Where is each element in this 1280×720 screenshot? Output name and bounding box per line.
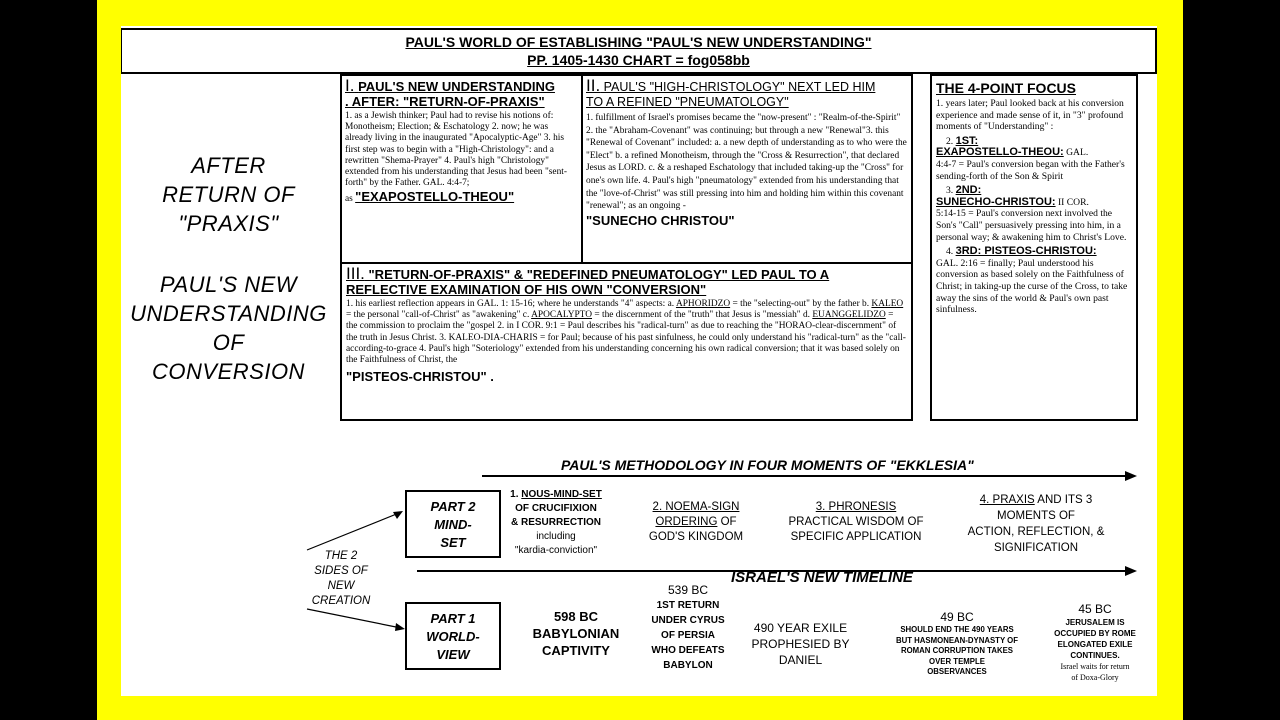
left-title-line: UNDERSTANDING [130, 301, 327, 326]
event-date: 49 BC [940, 610, 974, 624]
chart-subtitle: PP. 1405-1430 CHART = fog058bb [527, 52, 750, 68]
section-2-closing: "SUNECHO CHRISTOU" [586, 212, 735, 228]
two-sides-arrow-down-head [395, 623, 405, 631]
methodology-moment-3 [771, 500, 941, 545]
left-title-line: CONVERSION [152, 359, 305, 384]
moment-1-line: "kardia-conviction" [514, 545, 598, 556]
event-line: BABYLON [663, 660, 713, 671]
section-3-heading-b: REFLECTIVE EXAMINATION OF HIS OWN "CONVERSION" [346, 282, 707, 297]
methodology-title: PAUL'S METHODOLOGY IN FOUR MOMENTS OF "EKKLESIA" [561, 457, 974, 473]
focus-point-3-detail: GAL. 2:16 = finally; Paul understood his conversion as based solely on the Faithfulness of Christ; in taking-up the curse of the Cross, to take away the sins of the world & Paul's own past sinfulness. [936, 257, 1128, 316]
methodology-moment-1 [501, 488, 611, 558]
event-line: Israel waits for return [1060, 662, 1130, 671]
four-point-intro: 1. years later; Paul looked back at his conversion experience and made sense of it, in "3" profound moments of "Understanding" : [936, 98, 1124, 133]
event-line: OVER TEMPLE [929, 656, 985, 666]
event-line: of Doxa-Glory [1071, 673, 1119, 682]
timeline-event-49bc [887, 610, 1027, 678]
timeline-arrow-head [1125, 566, 1137, 576]
moment-4-line: ACTION, REFLECTION, & [967, 526, 1105, 538]
moment-3-line: SPECIFIC APPLICATION [790, 531, 922, 543]
event-line: WHO DEFEATS [651, 645, 725, 656]
part-1-label: PART 1 [430, 611, 476, 626]
event-line: PROPHESIED BY [751, 637, 850, 651]
focus-point-3: 4. 3RD: PISTEOS-CHRISTOU: [946, 245, 1097, 258]
timeline-title: ISRAEL'S NEW TIMELINE [731, 569, 913, 586]
event-line: ROMAN CORRUPTION TAKES [900, 646, 1014, 655]
section-2-body: 1. fulfillment of Israel's promises became the "now-present" : "Realm-of-the-Spirit" 2. the "Abraham-Covenant" was continuing; but through a new "Renewal"3. this "Renewal of Covenant" included: a. a new depth of understanding as to who were the "Elect" b. a refined Monotheism, through the "Cross & Resurrection", that declared Jesus as LORD. c. & a reshaped Eschatology that included taking-up the "Cross" for one's own life. 4. Paul's high "pneumatology" extended from his understanding that the "love-of-Christ" was still pressing into him and holding him within this covenant "renewal"; as an ongoing - [586, 113, 907, 212]
section-1-heading-b: . AFTER: "RETURN-OF-PRAXIS" [345, 94, 545, 109]
two-sides-arrow-up [307, 513, 399, 550]
two-sides-line: NEW [327, 580, 355, 592]
event-line: DANIEL [778, 653, 823, 667]
part-1-label: VIEW [436, 647, 470, 662]
moment-4-line: MOMENTS OF [997, 510, 1075, 522]
part-1-worldview-box [405, 602, 501, 670]
event-line: OBSERVANCES [927, 667, 987, 676]
focus-point-1: 2. 1ST: [946, 134, 979, 147]
methodology-moment-4 [951, 492, 1121, 556]
timeline-event-598bc [511, 608, 641, 659]
focus-point-1-detail: EXAPOSTELLO-THEOU: GAL. 4:4-7 = Paul's conversion began with the Father's sending-forth of the Son & Spirit [936, 146, 1125, 182]
event-line: CAPTIVITY [542, 643, 610, 658]
chart-title: PAUL'S WORLD OF ESTABLISHING "PAUL'S NEW UNDERSTANDING" [405, 34, 872, 50]
moment-4-label: 4. PRAXIS AND ITS 3 [979, 494, 1093, 506]
moment-1-line: including [536, 531, 576, 542]
moment-2-label: 2. NOEMA-SIGN [652, 501, 740, 513]
left-title-line: RETURN OF [162, 182, 295, 207]
two-sides-line: THE 2 [324, 550, 358, 562]
event-date: 539 BC [667, 583, 709, 597]
two-sides-line: CREATION [311, 595, 371, 607]
event-line: OCCUPIED BY ROME [1054, 629, 1136, 638]
event-line: SHOULD END THE 490 YEARS [900, 625, 1014, 634]
methodology-arrow-head [1125, 471, 1137, 481]
two-sides-label [291, 549, 391, 609]
left-title-line: OF [212, 330, 245, 355]
two-sides-line: SIDES OF [314, 565, 368, 577]
event-line: OF PERSIA [661, 630, 715, 641]
part-1-label: WORLD- [426, 629, 480, 644]
timeline-event-539bc [633, 583, 743, 673]
moment-3-label: 3. PHRONESIS [815, 501, 897, 513]
section-3-heading: III. "RETURN-OF-PRAXIS" & "REDEFINED PNEUMATOLOGY" LED PAUL TO A [346, 264, 830, 283]
four-point-focus-heading: THE 4-POINT FOCUS [936, 80, 1077, 96]
part-2-label: SET [440, 535, 466, 550]
section-3-closing: "PISTEOS-CHRISTOU" . [346, 369, 494, 385]
moment-2-line: GOD'S KINGDOM [648, 531, 744, 543]
section-2-heading-b: TO A REFINED "PNEUMATOLOGY" [586, 95, 789, 109]
event-line: JERUSALEM IS [1065, 618, 1125, 627]
event-line: CONTINUES. [1070, 651, 1120, 660]
moment-3-line: PRACTICAL WISDOM OF [788, 516, 924, 528]
focus-point-2: 3. 2ND: [946, 184, 982, 197]
left-title-line: PAUL'S NEW [159, 272, 298, 297]
event-line: BUT HASMONEAN-DYNASTY OF [895, 635, 1018, 645]
moment-1-line: OF CRUCIFIXION [515, 503, 597, 514]
event-line: 1ST RETURN [656, 600, 720, 611]
section-1-heading: I. PAUL'S NEW UNDERSTANDING [345, 76, 555, 95]
moment-2-line: ORDERING OF [655, 516, 737, 528]
section-2-heading: II. PAUL'S "HIGH-CHRISTOLOGY" NEXT LED HIM [586, 76, 876, 95]
chart-page [121, 26, 1157, 696]
methodology-moment-2 [631, 500, 761, 545]
event-date: 45 BC [1078, 602, 1112, 616]
moment-4-line: SIGNIFICATION [993, 542, 1079, 554]
section-1-body: 1. as a Jewish thinker; Paul had to revise his notions of: Monotheism; Election; & Eschatology 2. now; he was already living in the inaugurated "Apocalyptic-Age" 3. his first step was to begin with a "High-Christology": and a rewritten "Shema-Prayer" 4. Paul's high "Christology" extended from his understanding that Jesus had been "sent-forth" by the Father. GAL. 4:4-7; [345, 111, 568, 189]
two-sides-arrow-down [307, 609, 401, 628]
event-line: UNDER CYRUS [651, 615, 725, 626]
event-date: 598 BC [553, 609, 599, 624]
focus-point-2-detail: SUNECHO-CHRISTOU: II COR. 5:14-15 = Paul's conversion next involved the Son's "Call" persuasively pressing into him, in a personal way; & awakening him to Christ's Love. [936, 195, 1127, 243]
timeline-event-45bc [1039, 602, 1151, 683]
moment-1-label: 1. NOUS-MIND-SET [510, 489, 602, 500]
moment-1-line: & RESURRECTION [510, 517, 601, 528]
left-title-line: AFTER [191, 153, 266, 178]
section-1-closing: as "EXAPOSTELLO-THEOU" [345, 189, 515, 205]
section-3-body: 1. his earliest reflection appears in GAL. 1: 15-16; where he understands "4" aspects: a. APHORIDZO = the "selecting-out" by the father b. KALEO = the personal "call-of-Christ" as "awakening" c. APOCALYPTO = the discernment of the "truth" that Jesus is "messiah" d. EUANGGELIDZO = the commission to proclaim the "gospel 2. in I COR. 9:1 = Paul describes his "radical-turn" as due to reaching the "HORAO-clear-discernment" of the truth in Jesus Christ. 3. KALEO-DIA-CHARIS = for Paul; because of his past sinfulness, he could only understand his "radical-turn" as the "call-according-to-grace 4. Paul's high "Soteriology" extended from his understanding concerning his own radical conversion; that it was based solely on the Faithfulness of Christ, the [346, 299, 906, 366]
event-line: ELONGATED EXILE [1057, 640, 1133, 649]
part-2-mindset-box [405, 490, 501, 558]
event-line: BABYLONIAN [532, 626, 620, 641]
left-title-line: "PRAXIS" [178, 211, 279, 236]
part-2-label: PART 2 [430, 499, 476, 514]
part-2-label: MIND- [434, 517, 472, 532]
timeline-event-490-year-exile [743, 620, 858, 668]
event-line: 490 YEAR EXILE [753, 621, 848, 635]
